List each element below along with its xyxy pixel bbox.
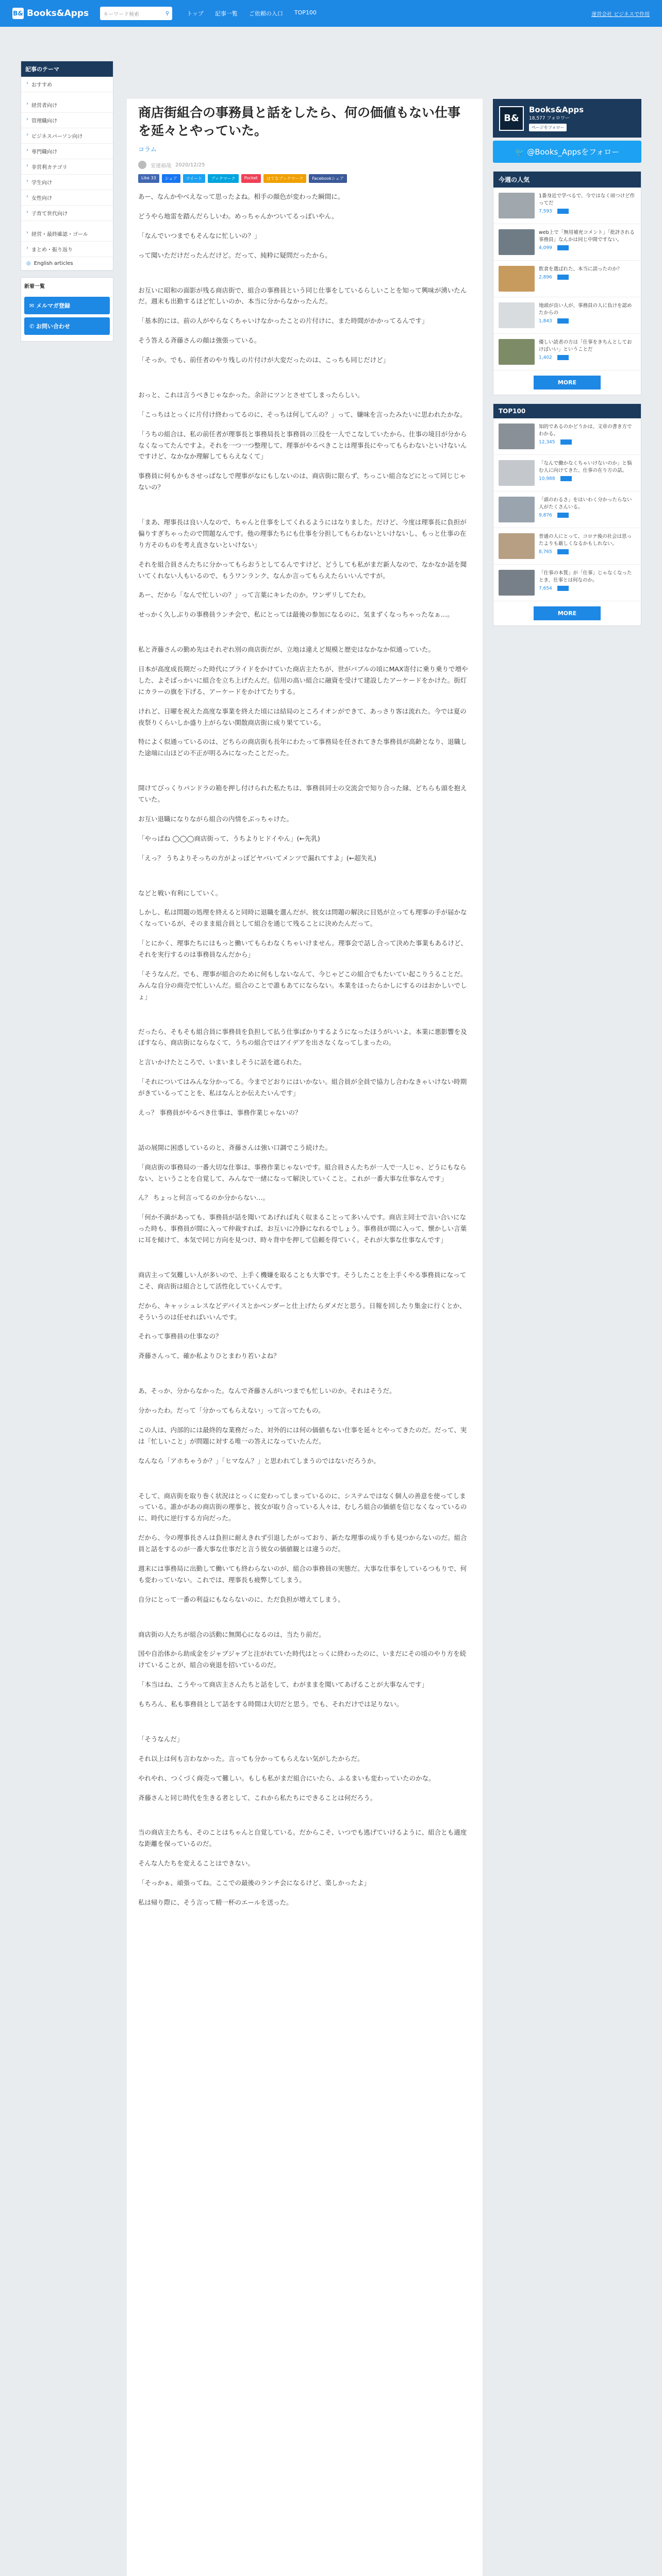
- ranking-text: [539, 497, 636, 522]
- article-paragraph: だから、今の理事長さんは負担に耐えきれず引退したがっており、新たな理事の成り手も見つからないのだ。組合員と話をするのが一番大事な仕事だと言う彼女の価値観とは違うのだ。: [138, 1534, 467, 1553]
- sidebar-item[interactable]: › 子育て世代向け: [21, 206, 113, 221]
- ranking-title: 地頭が良い人が、事務員の人に負けを認めたからの: [539, 303, 632, 316]
- ranking-count-value: 8,765: [539, 549, 552, 555]
- ranking-count-value: 1,843: [539, 318, 552, 324]
- profile-card[interactable]: [493, 99, 641, 138]
- ranking-thumbnail: [499, 266, 535, 292]
- article-paragraph: 私は帰り際に、そう言って精一杯のエールを送った。: [138, 1898, 293, 1906]
- mail-icon: ✉: [29, 302, 37, 309]
- article-paragraph: お互いに昭和の面影が残る商店街で、組合の事務員という同じ仕事をしているらしいことを知って興味が湧いたんだ。週末も出勤するほど忙しいのか、本当に分からなかったんだ。: [138, 286, 467, 306]
- article-paragraph: あー、なんかやべえなって思ったよね。相手の顔色が変わった瞬間に。: [138, 193, 344, 200]
- article-meta: [138, 161, 471, 169]
- ranking-text: [539, 423, 636, 449]
- ranking-text: [539, 460, 636, 486]
- paragraph-gap: [138, 1803, 471, 1819]
- article-paragraph: けれど、日曜を祝えた高度な事業を終えた頃には結局のところイオンができて、あっさり客は流れた。今では夏の夜祭りくらいしか盛り上がらない閑散商店街に成り果てている。: [138, 707, 467, 726]
- bullet-icon: ›: [26, 194, 28, 199]
- article-paragraph: 「商店街の事務局の一番大切な仕事は、事務作業じゃないです。組合員さんたちが一人で一人じゃ、どうにもならない、ということを自覚して、みんなで一緒になって解決していくこと。これが一番大事な仕事なんです」: [138, 1163, 467, 1182]
- ranking-item[interactable]: [493, 297, 641, 334]
- paragraph-gap: [138, 1362, 471, 1377]
- ranking-thumbnail: [499, 570, 535, 596]
- like-badge-icon: [560, 476, 572, 481]
- ranking-text: [539, 266, 622, 292]
- article-paragraph: って聞いただけだったんだけど。だって、純粋に疑問だったから。: [138, 251, 332, 259]
- paragraph-gap: [138, 1003, 471, 1018]
- sidebar-item[interactable]: › 女性向け: [21, 190, 113, 206]
- article-paragraph: そんな人たちを変えることはできない。: [138, 1859, 255, 1868]
- paragraph-gap: [138, 1246, 471, 1261]
- like-badge-icon: [557, 245, 569, 250]
- article-paragraph: お互い退職になりながら組合の内情をぶっちゃけた。: [138, 815, 293, 823]
- follow-page-button[interactable]: ページをフォロー: [529, 124, 567, 131]
- paragraph-gap: [138, 493, 471, 509]
- chat-icon: ✆: [29, 323, 37, 330]
- ranking-title: 優しい読者の方は「仕事をきちんとしておけばいい」ということだ: [539, 340, 632, 352]
- paragraph-gap: [138, 1467, 471, 1482]
- publish-date: 2020/12/25: [175, 162, 205, 168]
- ranking-thumbnail: [499, 229, 535, 255]
- article-paragraph: それって事務員の仕事なの？: [138, 1332, 222, 1341]
- article-paragraph: しかし、私は問題の処理を終えると同時に退職を選んだが、彼女は問題の解決に目処が立っても理事の手が届かなくなっているが、そのまま組合員として組合を通じて残ることに決めたんだって。: [138, 908, 467, 928]
- article-paragraph: 特によく似通っているのは、どちらの商店街も長年にわたって事務局を任されてきた事務員が高齢となり、退職した途端に山ほどの不正が明るみになったことだった。: [138, 738, 467, 757]
- share-button[interactable]: シェア: [162, 174, 180, 183]
- ranking-title: 飲食を選ばれた、本当に誤ったのか？: [539, 266, 622, 272]
- article-paragraph: 「やっぱね ◯◯◯商店街って、うちよりヒドイやん」(←先乳): [138, 834, 320, 842]
- sidebar-item[interactable]: › 経営・最終確認・ゴール: [21, 226, 113, 242]
- ranking-count-value: 9,876: [539, 513, 552, 518]
- ranking-title: 1番身近で学べるで、今ではなく頃つけど作ってだ: [539, 193, 635, 206]
- ranking-count-value: 12,345: [539, 439, 555, 445]
- ranking-text: [539, 193, 636, 218]
- article-paragraph: あー、だから「なんで忙しいの？」って言葉にキレたのか。ワンザリしてたわ。: [138, 591, 370, 599]
- top-bar: [0, 0, 662, 27]
- article-paragraph: 「なんでいつまでもそんなに忙しいの？」: [138, 231, 261, 240]
- sidebar-item-english[interactable]: ◎ English articles: [21, 257, 113, 270]
- article-paragraph: 「そうなんだ」: [138, 1735, 184, 1743]
- bullet-icon: ›: [26, 116, 28, 122]
- ranking-title: 「仕事の本質」が「仕事」じゃなくなったとき、仕事とは何なのか。: [539, 570, 632, 583]
- newsletter-button[interactable]: ✉ メルマガ登録: [24, 297, 110, 314]
- paragraph-gap: [138, 759, 471, 774]
- author-name[interactable]: 安達裕哉: [151, 163, 171, 169]
- logo-mark: B&: [12, 8, 24, 19]
- left-sidebar: [21, 61, 113, 342]
- article-title: 商店街組合の事務員と話をしたら、何の価値もない仕事を延々とやっていた。: [138, 105, 461, 138]
- paragraph-gap: [138, 1605, 471, 1621]
- popular-title: 今週の人気: [493, 172, 641, 188]
- paragraph-gap: [138, 620, 471, 636]
- search-icon[interactable]: ⚲: [165, 10, 170, 16]
- ranking-count-value: 4,099: [539, 245, 552, 251]
- profile-picture: B&: [499, 106, 524, 131]
- ranking-item[interactable]: [493, 224, 641, 261]
- ranking-count: [539, 476, 636, 482]
- ranking-count-value: 10,988: [539, 476, 555, 482]
- sidebar-item[interactable]: › ビジネスパーソン向け: [21, 128, 113, 144]
- top100-title: TOP100: [493, 404, 641, 418]
- bullet-icon: ›: [26, 132, 28, 138]
- like-badge-icon: [557, 549, 569, 554]
- like-badge-icon: [557, 586, 569, 591]
- sidebar-item[interactable]: › 専門職向け: [21, 144, 113, 159]
- bullet-icon: ›: [26, 245, 28, 251]
- nav-item-top[interactable]: トップ: [187, 10, 204, 17]
- article-paragraph: 商店街の人たちが組合の活動に無関心になるのは、当たり前だ。: [138, 1630, 325, 1638]
- ranking-title: 「なんで働かなくちゃいけないのか」と悩む人に向けてきた、仕事の在り方の話。: [539, 461, 632, 473]
- paragraph-gap: [138, 1118, 471, 1134]
- sidebar-item[interactable]: › 経営者向け: [21, 97, 113, 113]
- ranking-text: [539, 302, 636, 328]
- nav-item-request[interactable]: ご依頼の入口: [249, 10, 283, 17]
- ranking-count-value: 2,896: [539, 275, 552, 280]
- article-paragraph: おっと、これは言うべきじゃなかった。余計にツンとさせてしまったらしい。: [138, 391, 364, 399]
- ranking-count: [539, 318, 636, 324]
- sidebar-item[interactable]: › まとめ・振り返り: [21, 242, 113, 257]
- search-input[interactable]: [100, 7, 172, 20]
- like-badge-icon: [557, 209, 569, 214]
- ranking-thumbnail: [499, 460, 535, 486]
- share-buttons: [138, 174, 471, 183]
- article-paragraph: と言いかけたところで、いまいましそうに話を遮られた。: [138, 1058, 306, 1066]
- bullet-icon: ›: [26, 163, 28, 168]
- ranking-item[interactable]: [493, 455, 641, 492]
- company-link[interactable]: 運営会社 ビジネスで作用: [591, 11, 650, 18]
- ranking-title: 普通の人にとって、コロナ後の社会は思ったよりも厳しくなるかもしれない。: [539, 534, 632, 547]
- ranking-text: [539, 339, 636, 365]
- article-paragraph: 「それについてはみんな分かってる。今までどおりにはいかない。組合員が全員で協力し合わなきゃいけない時期がきているってことを、私はなんとか伝えたいんです」: [138, 1078, 467, 1097]
- ranking-text: [539, 229, 636, 255]
- article-paragraph: だから、キャッシュレスなどデバイスとかベンダーと仕上げたらダメだと思う。日報を回したり集金に行くとか、そういうのは任せればいいんです。: [138, 1301, 466, 1321]
- article-paragraph: せっかく久しぶりの事務員ランチ会で、私にとっては最後の参加になるのに、気まずくなっちゃったなぁ…。: [138, 611, 454, 619]
- more-button[interactable]: MORE: [534, 606, 601, 620]
- ranking-thumbnail: [499, 497, 535, 522]
- article-paragraph: それ以上は何も言わなかった。言っても分かってもらえない気がしたからだ。: [138, 1754, 364, 1762]
- ranking-count: [539, 245, 636, 251]
- ranking-item[interactable]: [493, 492, 641, 528]
- article-paragraph: なんなら「アホちゃうか？」「ヒマなん？」と思われてしまうのではないだろうか。: [138, 1456, 380, 1465]
- article-paragraph: ん？ ちょっと何言ってるのか分からない…。: [138, 1194, 269, 1202]
- ranking-count: [539, 586, 636, 591]
- bullet-icon: ›: [26, 80, 28, 86]
- pocket-button[interactable]: Pocket: [241, 174, 261, 183]
- like-badge-icon: [557, 513, 569, 518]
- ranking-item[interactable]: [493, 334, 641, 370]
- article-paragraph: 事務員に何もかもさせっぱなしで理事がなにもしないのは、商店街に限らず、ちっこい組合などにとって同じじゃないの？: [138, 472, 467, 492]
- article-paragraph: 「基本的には、前の人がやらなくちゃいけなかったことの片付けに、また時間がかかってるんです」: [138, 317, 428, 325]
- nav-item-top100[interactable]: TOP100: [294, 9, 317, 16]
- contact-button[interactable]: ✆ お問い合わせ: [24, 317, 110, 335]
- article-paragraph: 「そっか。でも、前任者のやり残しの片付けが大変だったのは、こっちも同じだけど」: [138, 356, 390, 364]
- theme-title: 記事のテーマ: [21, 61, 113, 77]
- article-paragraph: 私と斉藤さんの勤め先はそれぞれ別の商店街だが、立地は違えど規模と歴史はなかなか似通っていた。: [138, 646, 435, 654]
- author-avatar: [138, 161, 146, 169]
- bullet-icon: ›: [26, 178, 28, 184]
- ranking-title: 「頭のわるさ」をはいわく分かったらない人がたくさんいる。: [539, 497, 632, 510]
- article-paragraph: だったら、そもそも組合員に事務員を負担して払う仕事ばかりするようになったほうがいいよ。本業に悪影響を及ぼすなら、商店街にならなくて、うちの組合ではアイデアを出さなくなってしまったの。: [138, 1027, 467, 1047]
- ranking-title: 知的であるのかどうかは、文章の書き方でわかる。: [539, 424, 632, 437]
- like-badge-icon: [557, 318, 569, 324]
- ranking-item[interactable]: [493, 188, 641, 224]
- like-button[interactable]: Like 33: [138, 174, 159, 183]
- sidebar-item[interactable]: › 非営利カテゴリ: [21, 159, 113, 175]
- article-paragraph: 斉藤さんって、確か私よりひとまわり若いよね？: [138, 1352, 280, 1360]
- article: [127, 99, 483, 2576]
- nav-item-list[interactable]: 記事一覧: [214, 10, 238, 17]
- article-paragraph: 「えっ？ うちよりそっちの方がよっぽどヤバいてメンツで漏れてすよ」(←超失礼): [138, 854, 376, 862]
- bullet-icon: ›: [26, 209, 28, 215]
- article-paragraph: どうやら地雷を踏んだらしいわ。めっちゃんかついてるっぽいやん。: [138, 212, 338, 220]
- paragraph-gap: [138, 864, 471, 879]
- register-box: [21, 277, 113, 342]
- article-paragraph: 自分にとって一番の利益にもならないのに、ただ負担が増えてしまう。: [138, 1595, 344, 1603]
- like-badge-icon: [560, 439, 572, 445]
- sidebar-item[interactable]: › おすすめ: [21, 77, 113, 92]
- logo-text: Books&Apps: [27, 8, 89, 19]
- article-paragraph: えっ？ 事務員がやるべき仕事は、事務作業じゃないの？: [138, 1108, 302, 1116]
- ranking-item[interactable]: [493, 418, 641, 455]
- article-paragraph: などと戦い有利にしていく。: [138, 889, 222, 897]
- ranking-count: [539, 275, 622, 280]
- globe-icon: ◎: [26, 261, 31, 266]
- article-paragraph: 「そうなんだ。でも、理事が組合のために何もしないなんて、今じゃどこの組合でもたいてい起こりうることだ。みんな自分の商売で忙しいんだ。組合のことで誰もあてにならない。本業をほったらかしにするのはおかしいでしょ」: [138, 970, 467, 1001]
- bullet-icon: ›: [26, 230, 28, 235]
- ranking-item[interactable]: [493, 261, 641, 297]
- tweet-button[interactable]: ツイート: [183, 174, 206, 183]
- ranking-thumbnail: [499, 423, 535, 449]
- site-logo[interactable]: [12, 8, 89, 19]
- more-button[interactable]: MORE: [534, 376, 601, 389]
- profile-name: Books&Apps: [529, 105, 584, 114]
- ranking-item[interactable]: [493, 565, 641, 601]
- popular-section: [493, 171, 641, 395]
- article-paragraph: あ、そっか、分からなかった。なんで斉藤さんがいつまでも忙しいのか。それはそうだ。: [138, 1387, 396, 1395]
- article-paragraph: 国や自治体から助成金をジャブジャブと注がれていた時代はとっくに終わったのに、いまだにその頃のやり方を続けていることが、組合の衰退を招いているのだ。: [138, 1650, 467, 1669]
- ranking-thumbnail: [499, 193, 535, 218]
- facebook-share-button[interactable]: Facebookシェア: [309, 174, 346, 183]
- article-paragraph: やれやれ、つくづく商売って難しい。もしも私がまだ組合にいたら、ふるまいも変わっていたのかな。: [138, 1774, 435, 1782]
- ranking-count: [539, 209, 636, 214]
- article-paragraph: 斉藤さんと同じ時代を生きる者として、これから私たちにできることは何だろう。: [138, 1793, 377, 1802]
- article-paragraph: 商店主って気難しい人が多いので、上手く機嫌を取ることも大事です。そうしたことを上手くやる事務員になってこそ、商店街は組合として活性化していくんです。: [138, 1270, 467, 1290]
- bullet-icon: ›: [26, 147, 28, 153]
- paragraph-gap: [138, 366, 471, 381]
- ranking-text: [539, 533, 636, 559]
- article-paragraph: 「そっかぁ、頑張ってね。ここでの最後のランチ会になるけど、楽しかったよ」: [138, 1879, 371, 1887]
- article-paragraph: 話の展開に困惑しているのと、斉藤さんは強い口調でこう続けた。: [138, 1143, 332, 1151]
- article-paragraph: 分かったわ。だって「分かってもらえない」って言ってたもの。: [138, 1406, 325, 1414]
- article-category[interactable]: コラム: [138, 146, 157, 153]
- article-paragraph: もちろん、私も事務員として話をする時間は大切だと思う。でも、それだけでは足りない。: [138, 1700, 403, 1708]
- article-paragraph: 「うちの組合は、私の前任者が理事長と事務局長と事務員の三役を一人でこなしていたから、仕事の境目が分からなくなってたんですよ。それを一つ一つ整理して、理事がやるべきことは理事長にやってもらわないといけないんですけど、なかなか理解してもらえなくて」: [138, 430, 467, 461]
- paragraph-gap: [138, 1710, 471, 1725]
- ranking-thumbnail: [499, 339, 535, 365]
- search-placeholder: キーワード検索: [103, 11, 140, 18]
- theme-box: [21, 61, 113, 271]
- ranking-count: [539, 355, 636, 361]
- ranking-count: [539, 549, 636, 555]
- like-badge-icon: [557, 275, 569, 280]
- ranking-count-value: 7,654: [539, 586, 552, 591]
- ranking-text: [539, 570, 636, 596]
- sidebar-item[interactable]: › 学生向け: [21, 175, 113, 190]
- article-paragraph: 「とにかく、理事たちにはもっと働いてもらわなくちゃいけません。理事会で話し合って決めた事業もあるけど、それを実行するのは事務員なんだから」: [138, 939, 468, 958]
- article-paragraph: そして、商店街を取り巻く状況はとっくに変わってしまっているのに、システムではなく個人の善意を使ってしまっている。誰かがあの商店街の理事と、彼女が取り合っている人々は、むしろ組合の価値を信じなくなっているのに、時代に逆行する方向だった。: [138, 1492, 467, 1522]
- article-paragraph: 「本当はね、こうやって商店主さんたちと話をして、わがままを聞いてあげることが大事なんです」: [138, 1681, 428, 1689]
- ranking-count: [539, 513, 636, 518]
- sidebar-item[interactable]: › 管理職向け: [21, 113, 113, 128]
- ranking-count: [539, 439, 636, 445]
- article-body: [138, 191, 471, 1908]
- article-paragraph: 「何か不満があっても、事務員が話を聞いてあげれば丸く収まることって多いんです。商店主同士で言い合いになった時も、事務員が間に入って仲裁すれば、お互いに冷静になれるでしょう。事務員が間に入って、懐かしい言葉に耳を傾けて、本気で同じ方向を見つけ、時々背中を押して信頼を得ていく。それが大事な仕事なんです」: [138, 1213, 467, 1244]
- ranking-count-value: 7,593: [539, 209, 552, 214]
- twitter-follow-button[interactable]: 🐦 @Books_Appsをフォロー: [493, 141, 641, 163]
- like-badge-icon: [557, 355, 569, 360]
- top100-section: [493, 403, 641, 626]
- bullet-icon: ›: [26, 101, 28, 107]
- article-paragraph: 当の商店主たちも、そのことはちゃんと自覚している。だからこそ、いつでも逃げていけるように、組合とも適度な距離を保っているのだ。: [138, 1828, 467, 1848]
- article-paragraph: 「まあ、理事長は良い人なので、ちゃんと仕事をしてくれるようにはなりました。だけど、今度は理事長に負担が偏りすぎちゃったので問題なんです。他の理事たちにも仕事を分担してもらわないといけないし、もっと仕事の在り方そのものを考え直さないといけない」: [138, 518, 467, 549]
- bookmark-button[interactable]: ブックマーク: [208, 174, 238, 183]
- article-paragraph: この人は、内部的には最終的な業務だった、対外的には何の価値もない仕事を延々とやってきたのだ。だって、実は「忙しいこと」が問題に対する唯一の答えになっていたんだ。: [138, 1426, 467, 1445]
- ranking-count-value: 1,402: [539, 355, 552, 361]
- twitter-icon: 🐦: [515, 147, 527, 157]
- article-paragraph: 開けてびっくりパンドラの箱を押し付けられた私たちは、事務員同士の交流会で知り合った縁、どちらも頭を抱えていた。: [138, 784, 467, 803]
- hatena-button[interactable]: はてなブックマーク: [263, 174, 306, 183]
- top-nav: [187, 9, 317, 18]
- right-sidebar: [493, 99, 641, 626]
- article-paragraph: 「こっちはとっくに片付け終わってるのに、そっちは何してんの？」って、嫌味を言ったみたいに思われたかな。: [138, 410, 467, 418]
- profile-followers: 18,577 フォロワー: [529, 116, 570, 121]
- ranking-thumbnail: [499, 302, 535, 328]
- paragraph-gap: [138, 261, 471, 277]
- article-paragraph: そう答える斉藤さんの顔は強張っている。: [138, 336, 261, 345]
- article-paragraph: それを組合員さんたちに分かってもらおうとしてるんですけど、どうしても私がまだ新人なので、なかなか話を聞いてくれない人もいるので、もうワンランク、なんか言ってもらえたらいいんですが。: [138, 560, 467, 580]
- ranking-title: web上で「無用補充コメント」「批評される事務員」なんかは同じ中間ですない。: [539, 230, 635, 243]
- ranking-thumbnail: [499, 533, 535, 559]
- article-paragraph: 週末には事務局に出勤して働いても終わらないのが、組合の事務員の実態だ。大事な仕事をしているつもりで、何も変わっていない。これでは、理事長も疲弊してしまう。: [138, 1564, 467, 1584]
- article-paragraph: 日本が高度成長期だった時代にプライドをかけていた商店主たちが、世がバブルの頃にMAX寄付に乗り乗りで増やした、よそばっかいに組合を立ち上げたんだ。信用の高い組合に融資を受けて建設したアーケードをかけた。街灯にカラーの旗を下げる、アーケードをかけてたりする。: [138, 665, 468, 696]
- ranking-item[interactable]: [493, 528, 641, 565]
- register-title: 新着一覧: [24, 284, 45, 290]
